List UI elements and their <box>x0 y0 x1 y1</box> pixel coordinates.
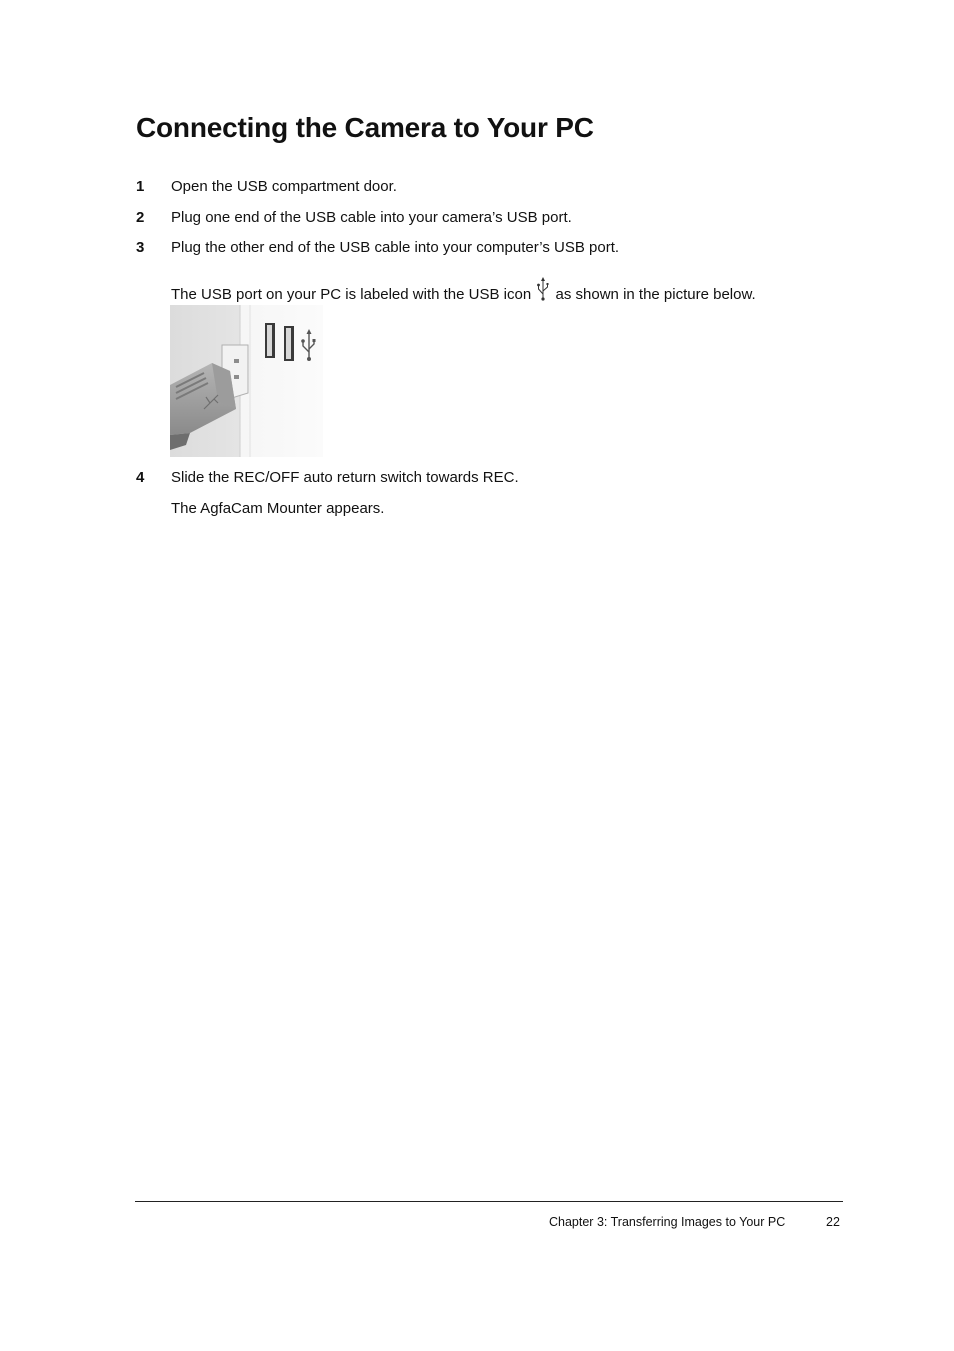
usb-icon <box>536 277 550 301</box>
note-text-after-icon: as shown in the picture below. <box>555 286 756 303</box>
footer-chapter-title: Chapter 3: Transferring Images to Your PC <box>549 1215 786 1229</box>
step-text: Plug one end of the USB cable into your camera’s USB port. <box>171 209 572 226</box>
step-4-note: The AgfaCam Mounter appears. <box>171 500 385 517</box>
step-text: Plug the other end of the USB cable into your computer’s USB port. <box>171 239 620 256</box>
step-3-note <box>171 277 756 305</box>
step-text: Slide the REC/OFF auto return switch towards REC. <box>171 469 519 486</box>
step-text: Open the USB compartment door. <box>171 178 397 195</box>
note-text-before-icon: The USB port on your PC is labeled with the USB icon <box>171 286 532 303</box>
footer-divider <box>135 1201 843 1202</box>
footer-page-number: 22 <box>826 1215 840 1229</box>
step-number: 2 <box>136 209 145 226</box>
page-title: Connecting the Camera to Your PC <box>136 112 594 143</box>
step-number: 1 <box>136 178 145 195</box>
step-number: 4 <box>136 469 145 486</box>
step-number: 3 <box>136 239 145 256</box>
usb-plug-illustration <box>170 305 323 457</box>
